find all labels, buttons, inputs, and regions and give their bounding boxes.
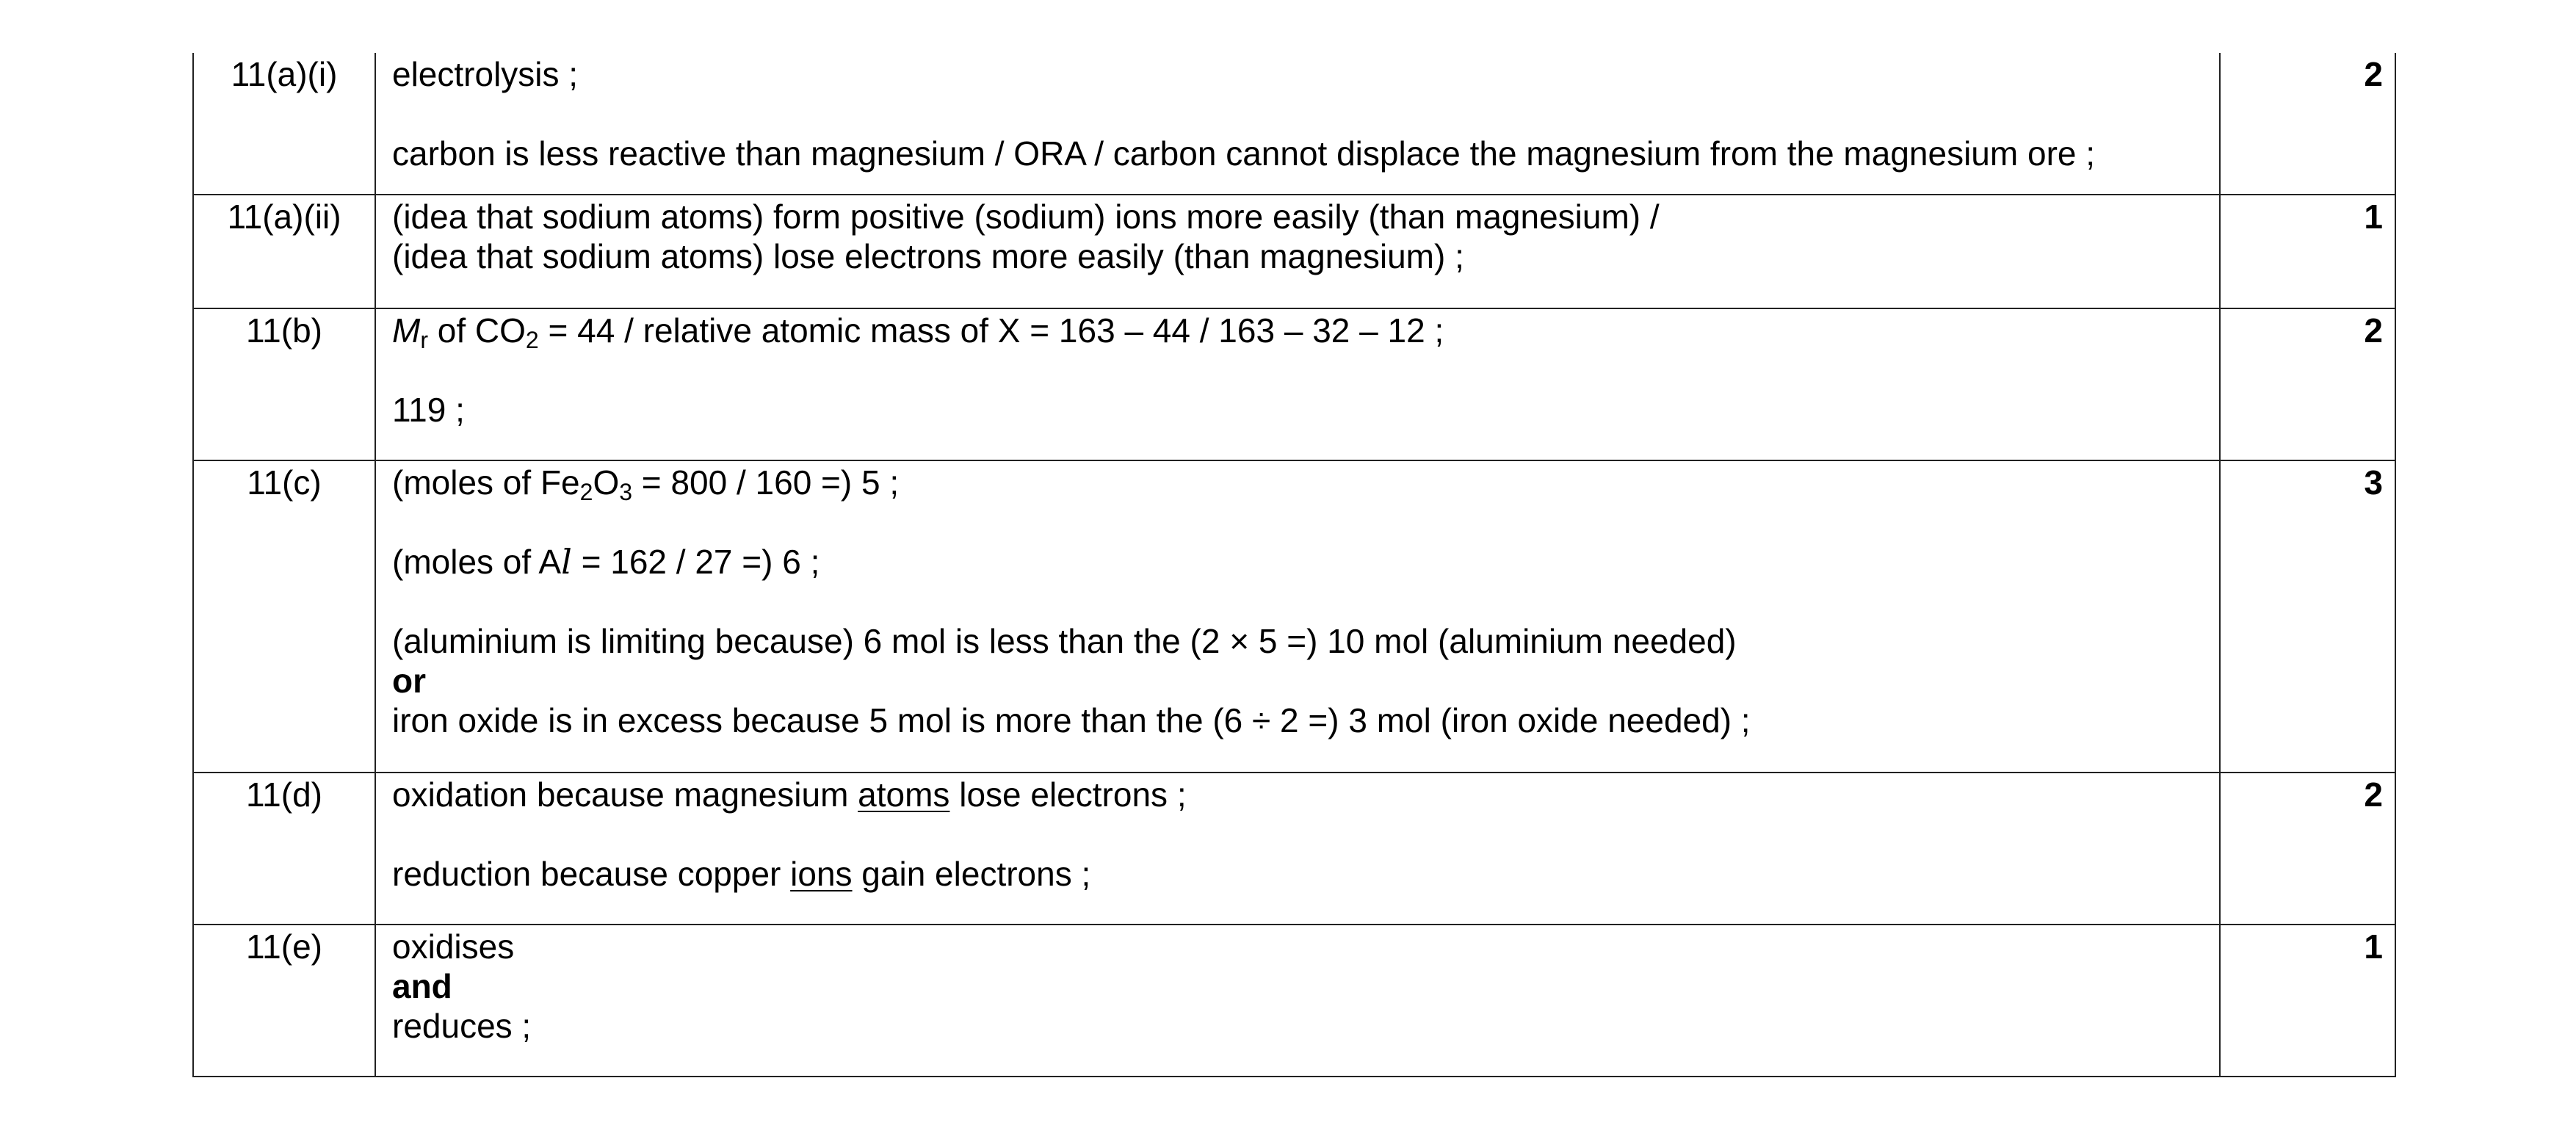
marks-cell: 2 [2220, 53, 2395, 195]
text-run: (moles of Fe [392, 463, 580, 502]
mark-scheme-table [192, 53, 2396, 1077]
answer-line: (aluminium is limiting because) 6 mol is less than the (2 × 5 =) 10 mol (aluminium needed) [392, 622, 1737, 660]
script-l-symbol: l [561, 542, 572, 582]
text-run: (moles of A [392, 543, 562, 581]
answer-cell [375, 460, 2220, 773]
answer-line: electrolysis ; [392, 55, 579, 93]
answer-cell [375, 773, 2220, 925]
answer-line: (idea that sodium atoms) lose electrons more easily (than magnesium) ; [392, 237, 1464, 275]
marks-cell: 1 [2220, 195, 2395, 308]
answer-line [392, 854, 2203, 894]
table-row [193, 773, 2395, 925]
answer-line [392, 311, 2203, 353]
answer-cell [375, 308, 2220, 460]
question-number: 11(e) [193, 925, 375, 1077]
question-number: 11(c) [193, 460, 375, 773]
answer-line: iron oxide is in excess because 5 mol is more than the (6 ÷ 2 =) 3 mol (iron oxide needed) ; [392, 701, 1751, 739]
marks-cell: 2 [2220, 308, 2395, 460]
table-row [193, 195, 2395, 308]
answer-line: reduces ; [392, 1007, 532, 1045]
or-connector: or [392, 662, 426, 700]
subscript: 2 [525, 327, 539, 353]
subscript: 2 [579, 479, 593, 505]
subscript: 3 [619, 479, 633, 505]
text-run: of CO [427, 311, 526, 350]
answer-line: 119 ; [392, 391, 465, 429]
text-run: reduction because copper [392, 855, 791, 893]
text-run: = 162 / 27 =) 6 ; [571, 543, 820, 581]
mr-symbol: M [392, 311, 421, 350]
question-number: 11(a)(ii) [193, 195, 375, 308]
answer-line: carbon is less reactive than magnesium / ORA / carbon cannot displace the magnesium from the magnesium ore ; [392, 134, 2096, 173]
marks-cell: 1 [2220, 925, 2395, 1077]
marks-cell: 3 [2220, 460, 2395, 773]
answer-cell [375, 925, 2220, 1077]
underlined-keyword: ions [790, 855, 853, 893]
answer-line [392, 542, 2203, 582]
question-number: 11(d) [193, 773, 375, 925]
underlined-keyword: atoms [858, 775, 950, 814]
question-number: 11(a)(i) [193, 53, 375, 195]
text-run: oxidation because magnesium [392, 775, 858, 814]
answer-line: oxidises [392, 927, 515, 966]
table-row [193, 308, 2395, 460]
answer-cell [375, 53, 2220, 195]
text-run: lose electrons ; [949, 775, 1187, 814]
table-row [193, 925, 2395, 1077]
text-run: gain electrons ; [852, 855, 1091, 893]
marks-cell: 2 [2220, 773, 2395, 925]
answer-line [392, 463, 2203, 505]
table-row [193, 53, 2395, 195]
answer-cell [375, 195, 2220, 308]
table-row [193, 460, 2395, 773]
subscript: r [420, 327, 428, 353]
answer-line [392, 775, 2203, 814]
question-number: 11(b) [193, 308, 375, 460]
text-run: = 800 / 160 =) 5 ; [632, 463, 900, 502]
answer-line: (idea that sodium atoms) form positive (sodium) ions more easily (than magnesium) / [392, 198, 1660, 236]
and-connector: and [392, 967, 452, 1005]
text-run: = 44 / relative atomic mass of X = 163 – 44 / 163 – 32 – 12 ; [538, 311, 1444, 350]
text-run: O [593, 463, 620, 502]
